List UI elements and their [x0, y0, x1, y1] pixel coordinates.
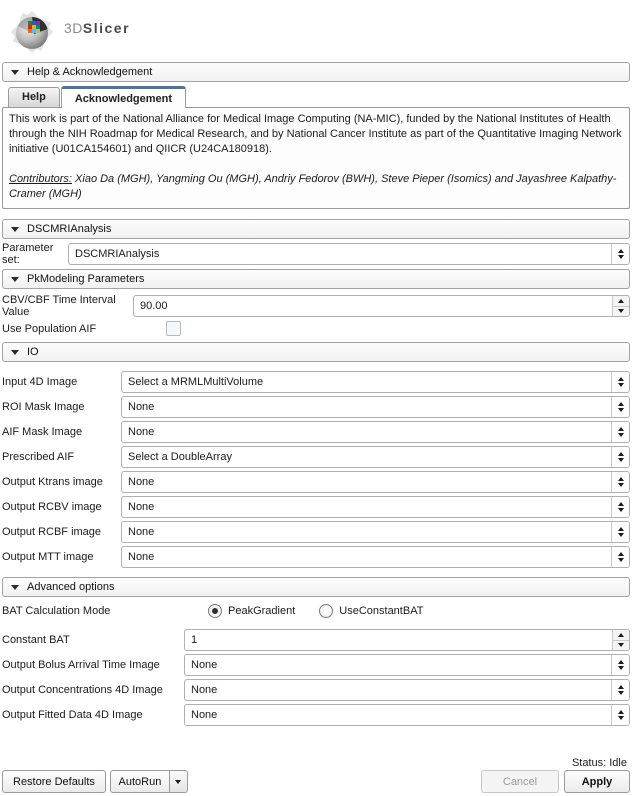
collapse-arrow-icon: [11, 227, 19, 232]
cbv-time-interval-spinbox[interactable]: [133, 295, 630, 317]
roi-mask-image-combobox[interactable]: [121, 396, 630, 418]
section-title: IO: [27, 346, 39, 358]
combo-updown-icon: [611, 372, 629, 392]
output-mtt-image-combobox[interactable]: [121, 546, 630, 568]
acknowledgement-panel: [2, 107, 630, 209]
section-header-advanced-options[interactable]: [2, 577, 630, 597]
input-4d-image-row: [2, 371, 630, 393]
parameter-set-label: Parameter set:: [2, 242, 54, 266]
output-mtt-image-label: Output MTT image: [2, 551, 94, 563]
slicer-logo-icon: [4, 4, 60, 60]
output-rcbf-image-label: Output RCBF image: [2, 526, 102, 538]
use-population-aif-checkbox[interactable]: [166, 321, 181, 336]
aif-mask-image-label: AIF Mask Image: [2, 426, 83, 438]
output-ktrans-image-row: [2, 471, 630, 493]
output-ktrans-image-label: Output Ktrans image: [2, 476, 103, 488]
output-rcbv-image-row: [2, 496, 630, 518]
spin-up-button[interactable]: [613, 296, 629, 307]
brand-text: [64, 20, 130, 36]
combo-value: None: [191, 684, 218, 696]
restore-defaults-button[interactable]: Restore Defaults: [2, 770, 106, 793]
output-fitted-data-4d-image-label: Output Fitted Data 4D Image: [2, 709, 143, 721]
section-header-help-acknowledgement[interactable]: [2, 62, 630, 82]
prescribed-aif-row: [2, 446, 630, 468]
use-population-aif-label: Use Population AIF: [2, 322, 97, 335]
output-bolus-arrival-time-image-label: Output Bolus Arrival Time Image: [2, 659, 160, 671]
output-mtt-image-row: [2, 546, 630, 568]
section-title: DSCMRIAnalysis: [27, 223, 112, 235]
constant-bat-row: [2, 629, 630, 651]
input-4d-image-label: Input 4D Image: [2, 376, 78, 388]
apply-button[interactable]: Apply: [564, 770, 630, 793]
cbv-time-interval-label: CBV/CBF Time Interval Value: [2, 294, 116, 318]
brand-header: [0, 0, 632, 60]
combo-updown-icon: [611, 472, 629, 492]
acknowledgement-text: This work is part of the National Alliance for Medical Image Computing (NA-MIC), funded by the National Institutes of Health through the NIH Roadmap for Medical Research, and by National Cancer Institute as part of the Quantitative Imaging Network initiative (U01CA154601) and QIICR (U24CA180918).: [9, 113, 622, 155]
spin-buttons: [612, 630, 629, 650]
combo-value: None: [128, 476, 155, 488]
roi-mask-image-label: ROI Mask Image: [2, 401, 85, 413]
combo-updown-icon: [611, 705, 629, 725]
combo-value: Select a MRMLMultiVolume: [128, 376, 264, 388]
combo-value: None: [128, 401, 155, 413]
output-concentrations-4d-image-row: [2, 679, 630, 701]
output-rcbf-image-combobox[interactable]: [121, 521, 630, 543]
output-rcbv-image-combobox[interactable]: [121, 496, 630, 518]
bat-mode-radio-group: [208, 604, 423, 618]
collapse-arrow-icon: [11, 277, 19, 282]
parameter-set-combobox[interactable]: [68, 243, 630, 265]
brand-name: Slicer: [82, 20, 131, 36]
combo-updown-icon: [611, 422, 629, 442]
contributors-names: Xiao Da (MGH), Yangming Ou (MGH), Andriy Fedorov (BWH), Steve Pieper (Isomics) and Jayashree Kalpathy-Cramer (MGH): [9, 173, 617, 200]
parameter-set-row: [2, 242, 630, 266]
prescribed-aif-combobox[interactable]: [121, 446, 630, 468]
collapse-arrow-icon: [11, 70, 19, 75]
combo-updown-icon: [611, 547, 629, 567]
section-header-pkmodeling-parameters[interactable]: [2, 269, 630, 289]
output-concentrations-4d-image-label: Output Concentrations 4D Image: [2, 684, 163, 696]
spin-down-button[interactable]: [613, 641, 629, 651]
aif-mask-image-combobox[interactable]: [121, 421, 630, 443]
output-bolus-arrival-time-image-combobox[interactable]: [184, 654, 630, 676]
combo-value: None: [128, 501, 155, 513]
spin-buttons: [612, 296, 629, 316]
output-fitted-data-4d-image-row: [2, 704, 630, 726]
status-text: Status: Idle: [571, 757, 627, 769]
constant-bat-label: Constant BAT: [2, 634, 70, 646]
radio-label: PeakGradient: [228, 605, 296, 617]
output-bolus-arrival-time-image-row: [2, 654, 630, 676]
cancel-button[interactable]: Cancel: [481, 770, 559, 793]
combo-updown-icon: [611, 497, 629, 517]
collapse-arrow-icon: [11, 585, 19, 590]
combo-value: None: [128, 526, 155, 538]
collapse-arrow-icon: [11, 350, 19, 355]
combo-updown-icon: [611, 680, 629, 700]
section-header-io[interactable]: [2, 342, 630, 362]
contributors-label: Contributors:: [9, 173, 72, 185]
combo-value: None: [128, 551, 155, 563]
combo-value: Select a DoubleArray: [128, 451, 232, 463]
radio-label: UseConstantBAT: [339, 605, 424, 617]
spinbox-value[interactable]: 1: [191, 634, 198, 646]
bat-calculation-mode-row: [2, 604, 630, 618]
combo-value: None: [128, 426, 155, 438]
aif-mask-image-row: [2, 421, 630, 443]
combo-value: None: [191, 709, 218, 721]
tab-acknowledgement[interactable]: Acknowledgement: [61, 86, 186, 108]
section-title: Advanced options: [27, 581, 115, 593]
spinbox-value[interactable]: 90.00: [140, 300, 168, 312]
radio-useconstantbat[interactable]: [319, 604, 423, 618]
output-ktrans-image-combobox[interactable]: [121, 471, 630, 493]
radio-peakgradient[interactable]: [208, 604, 295, 618]
tab-help[interactable]: Help: [8, 87, 60, 107]
bat-calculation-mode-label: BAT Calculation Mode: [2, 605, 111, 617]
output-fitted-data-4d-image-combobox[interactable]: [184, 704, 630, 726]
autorun-split-button: [110, 770, 188, 793]
spin-down-button[interactable]: [613, 307, 629, 317]
roi-mask-image-row: [2, 396, 630, 418]
section-title: Help & Acknowledgement: [27, 66, 153, 78]
radio-button-icon: [319, 604, 333, 618]
combo-value: DSCMRIAnalysis: [75, 248, 160, 260]
contributors-text: [9, 172, 623, 202]
cbv-time-interval-row: [2, 294, 630, 318]
autorun-dropdown-button[interactable]: [169, 771, 187, 792]
brand-prefix: 3D: [64, 20, 83, 36]
use-population-aif-row: [2, 321, 630, 336]
combo-updown-icon: [611, 244, 629, 264]
input-4d-image-combobox[interactable]: [121, 371, 630, 393]
section-title: PkModeling Parameters: [27, 273, 145, 285]
constant-bat-spinbox[interactable]: [184, 629, 630, 651]
section-header-dscmrianalysis[interactable]: [2, 219, 630, 239]
output-concentrations-4d-image-combobox[interactable]: [184, 679, 630, 701]
output-rcbv-image-label: Output RCBV image: [2, 501, 102, 513]
prescribed-aif-label: Prescribed AIF: [2, 451, 75, 463]
combo-updown-icon: [611, 447, 629, 467]
combo-value: None: [191, 659, 218, 671]
combo-updown-icon: [611, 397, 629, 417]
output-rcbf-image-row: [2, 521, 630, 543]
spin-up-button[interactable]: [613, 630, 629, 641]
footer-toolbar: [2, 770, 630, 793]
autorun-button[interactable]: AutoRun: [118, 775, 162, 788]
radio-button-icon: [208, 604, 222, 618]
help-tabbar: [8, 86, 632, 107]
combo-updown-icon: [611, 522, 629, 542]
combo-updown-icon: [611, 655, 629, 675]
